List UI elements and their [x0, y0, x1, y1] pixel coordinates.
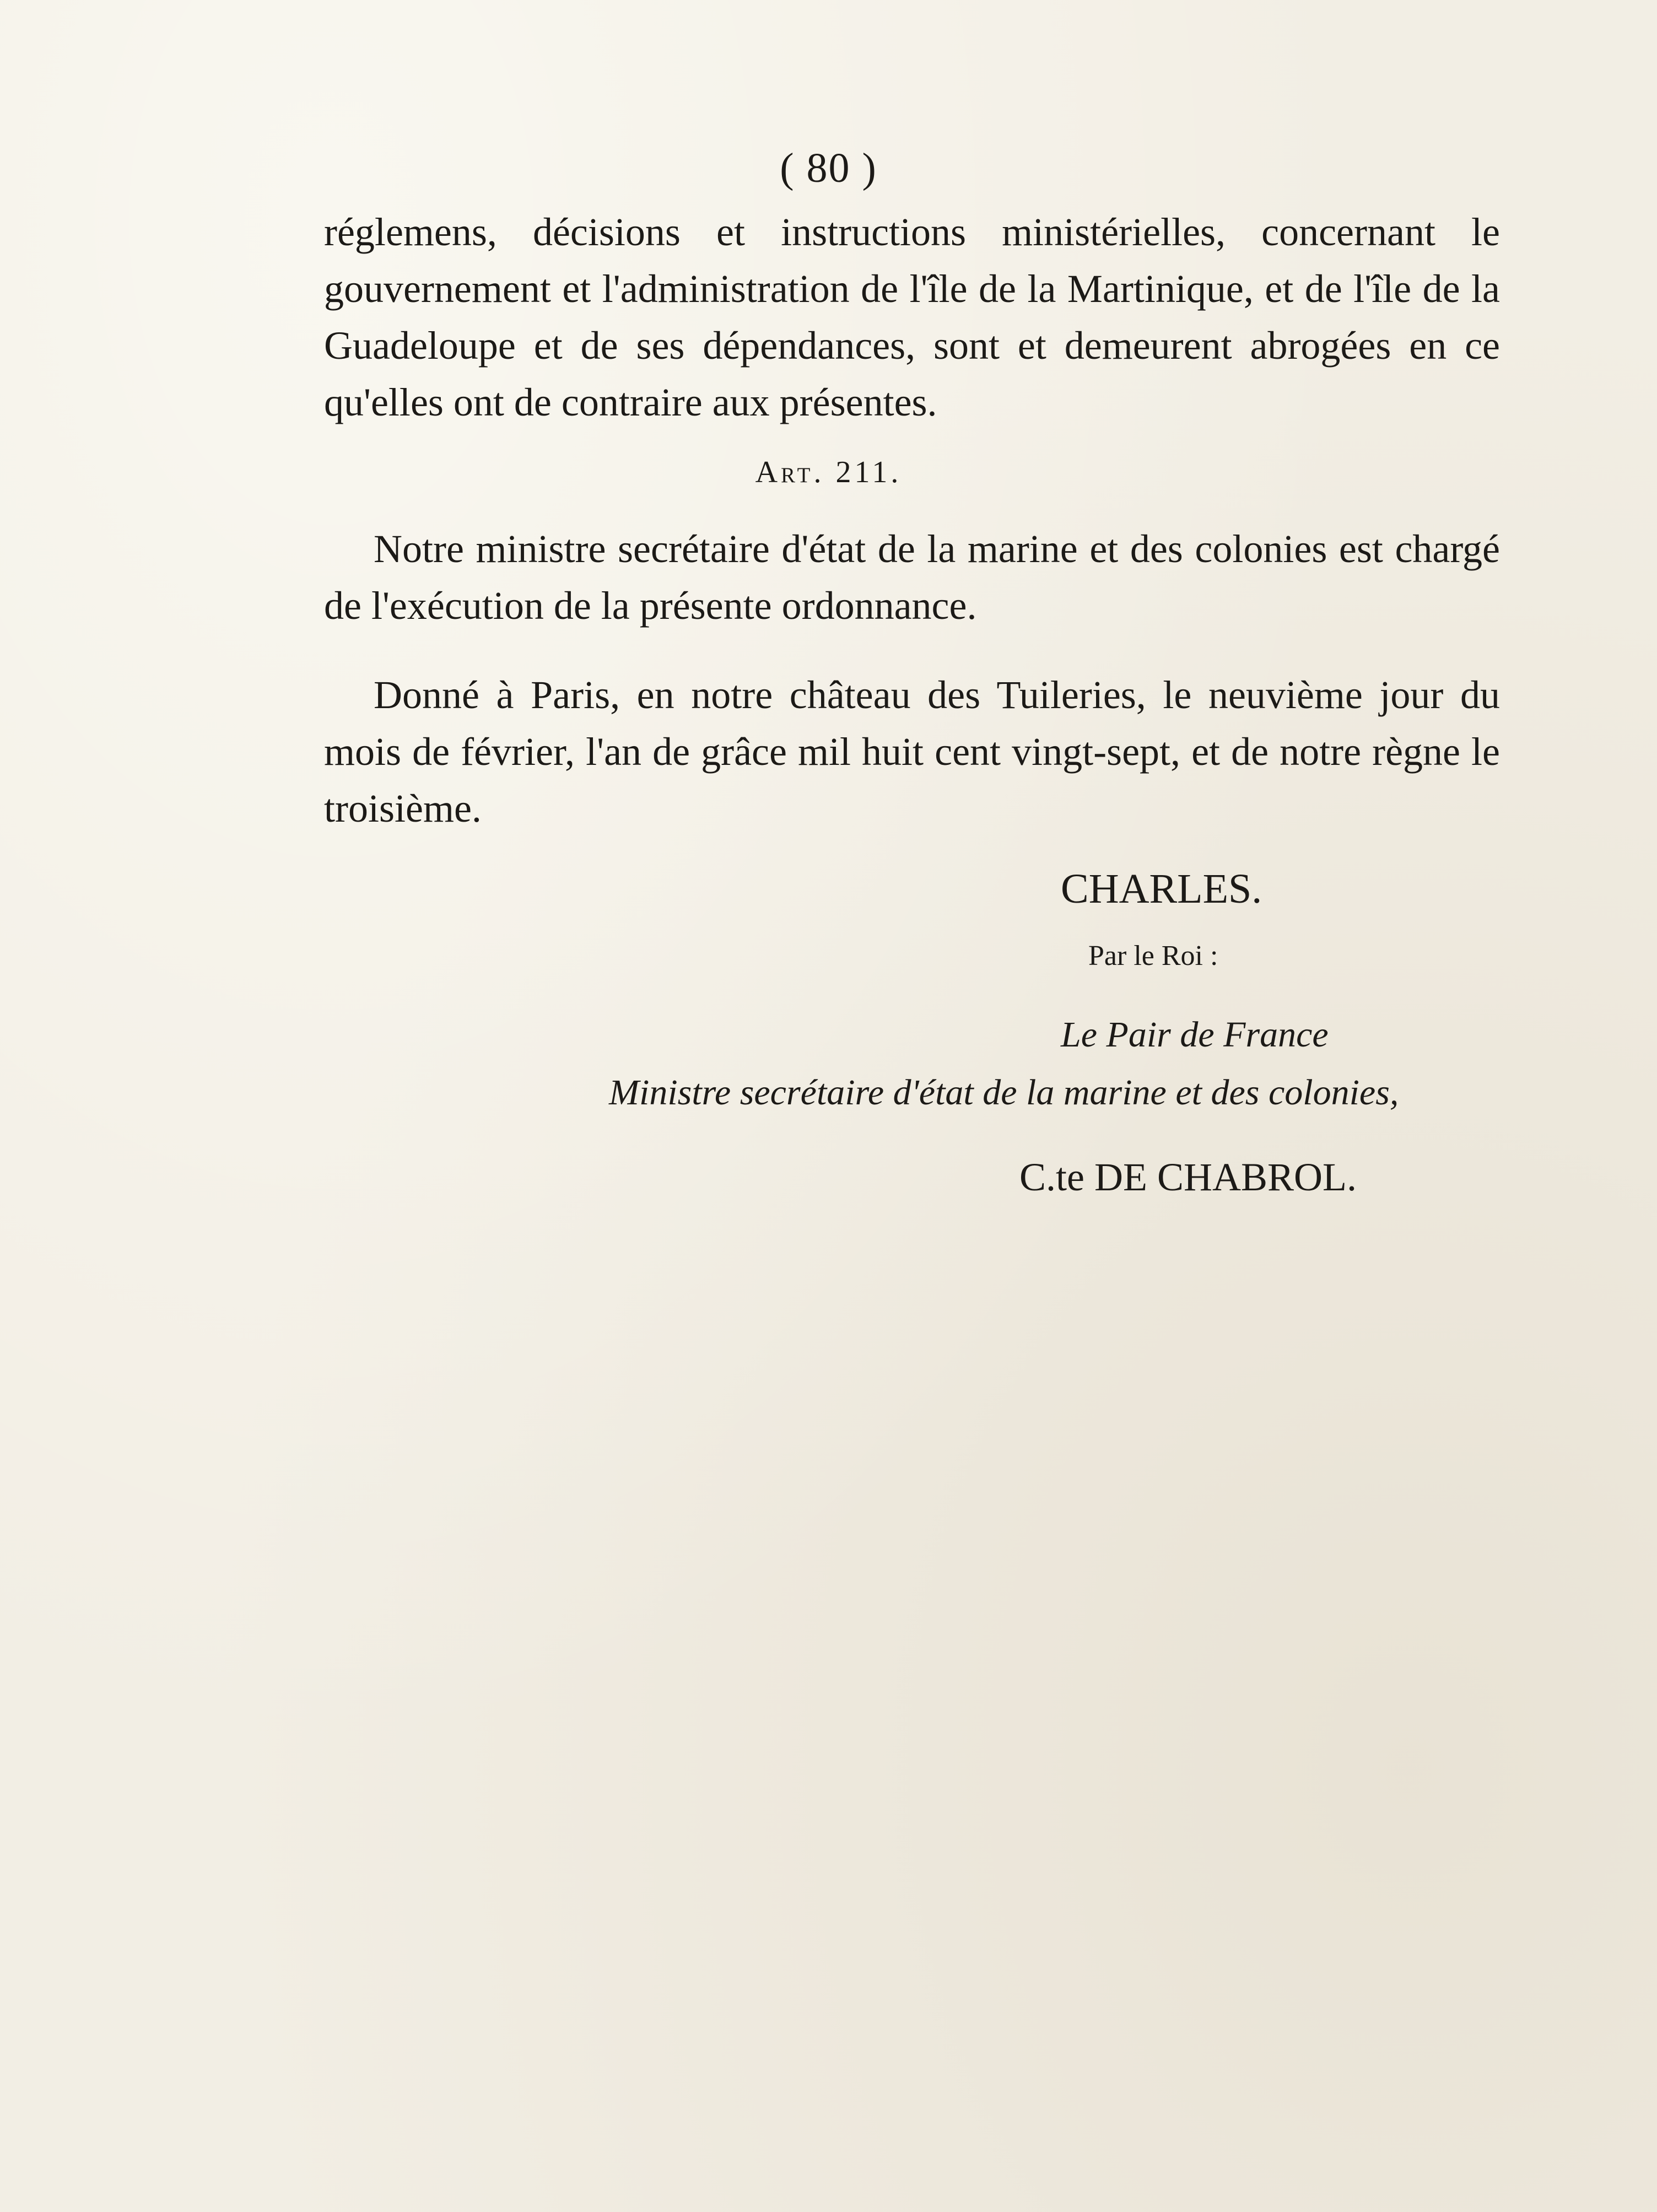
paragraph-execution — [324, 521, 1500, 634]
page-number: ( 80 ) — [780, 145, 877, 191]
par-le-roi: Par le Roi : — [1088, 940, 1218, 972]
king-signature: CHARLES. — [1061, 866, 1262, 912]
paragraph-given-at — [324, 667, 1500, 837]
paragraph-text: Donné à Paris, en notre château des Tuileries, le neuvième jour du mois de février, l'an de grâce mil huit cent vingt-sept, et de notre règne le troisième. — [324, 673, 1500, 830]
paragraph-text: Notre ministre secrétaire d'état de la marine et des colonies est chargé de l'exécution de la présente ordonnance. — [324, 527, 1500, 628]
paragraph-text: réglemens, décisions et instructions ministérielles, concernant le gouvernement et l'administration de l'île de la Martinique, et de l'île de la Guadeloupe et de ses dépendances, sont et demeurent abrogées en ce qu'elles ont de contraire aux présentes. — [324, 210, 1500, 424]
minister-title-line-1: Le Pair de France — [1061, 1015, 1329, 1055]
paragraph-abrogation — [324, 204, 1500, 431]
minister-signature: C.te DE CHABROL. — [1019, 1155, 1357, 1199]
minister-title-line-2: Ministre secrétaire d'état de la marine et des colonies, — [609, 1072, 1399, 1113]
article-heading: Art. 211. — [755, 455, 902, 489]
